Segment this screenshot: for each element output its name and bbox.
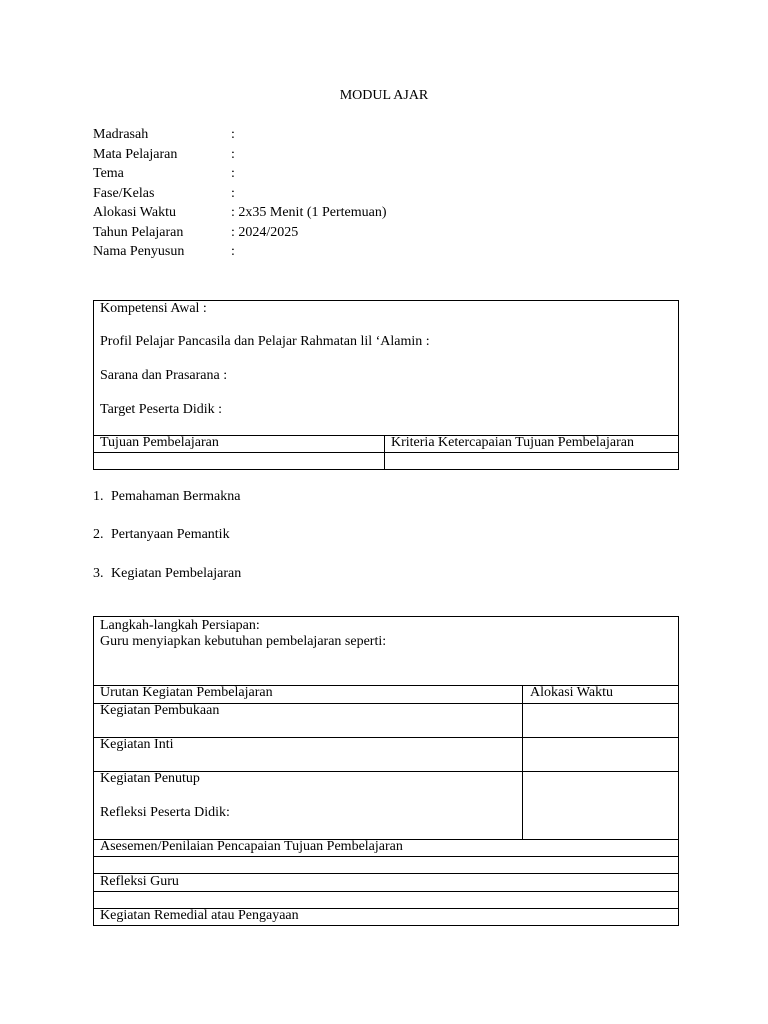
section-label: Pemahaman Bermakna <box>111 489 241 504</box>
section-kegiatan-pembelajaran <box>93 566 241 582</box>
identity-label: Madrasah <box>93 127 149 142</box>
identity-value: : 2x35 Menit (1 Pertemuan) <box>231 205 387 220</box>
section-pertanyaan-pemantik <box>93 527 230 543</box>
identity-value: : 2024/2025 <box>231 224 299 240</box>
competency-table <box>93 300 679 470</box>
section-number: 1. <box>93 489 104 504</box>
table-divider <box>94 856 678 857</box>
identity-row-madrasah <box>93 125 387 145</box>
identity-label: Fase/Kelas <box>93 185 155 201</box>
identity-value: : <box>231 146 235 162</box>
remedial-label: Kegiatan Remedial atau Pengayaan <box>100 908 299 923</box>
section-pemahaman-bermakna <box>93 489 240 505</box>
column-divider <box>522 685 523 839</box>
kegiatan-pembukaan-label: Kegiatan Pembukaan <box>100 703 220 718</box>
tujuan-pembelajaran-header: Tujuan Pembelajaran <box>100 435 219 450</box>
identity-value: : <box>231 244 235 259</box>
identity-block <box>93 125 387 262</box>
identity-value: : <box>231 127 235 142</box>
identity-label: Tema <box>93 166 124 181</box>
refleksi-peserta-label: Refleksi Peserta Didik: <box>100 805 230 820</box>
column-divider <box>384 435 385 470</box>
table-divider <box>94 873 678 874</box>
table-divider <box>94 452 678 453</box>
refleksi-guru-label: Refleksi Guru <box>100 874 179 889</box>
persiapan-text: Guru menyiapkan kebutuhan pembelajaran seperti: <box>100 634 387 649</box>
identity-label: Nama Penyusun <box>93 244 185 259</box>
asesmen-label: Asesemen/Penilaian Pencapaian Tujuan Pembelajaran <box>100 839 403 854</box>
identity-label: Alokasi Waktu <box>93 205 176 220</box>
kegiatan-penutup-label: Kegiatan Penutup <box>100 771 200 786</box>
identity-row-nama-penyusun <box>93 242 387 262</box>
identity-label: Mata Pelajaran <box>93 146 178 162</box>
identity-row-mata-pelajaran <box>93 145 387 165</box>
activity-table <box>93 616 679 926</box>
identity-label: Tahun Pelajaran <box>93 224 184 240</box>
identity-value: : <box>231 185 235 201</box>
identity-row-alokasi-waktu <box>93 203 387 223</box>
section-number: 2. <box>93 527 104 542</box>
section-label: Pertanyaan Pemantik <box>111 527 230 542</box>
identity-row-tema <box>93 164 387 184</box>
target-peserta-label: Target Peserta Didik : <box>100 402 223 417</box>
identity-value: : <box>231 166 235 181</box>
identity-row-tahun-pelajaran <box>93 223 387 243</box>
table-divider <box>94 891 678 892</box>
section-label: Kegiatan Pembelajaran <box>111 566 242 581</box>
urutan-kegiatan-header: Urutan Kegiatan Pembelajaran <box>100 685 273 700</box>
section-number: 3. <box>93 566 104 581</box>
sarana-prasarana-label: Sarana dan Prasarana : <box>100 368 228 383</box>
identity-row-fase-kelas <box>93 184 387 204</box>
kriteria-header: Kriteria Ketercapaian Tujuan Pembelajaran <box>391 435 634 450</box>
document-title: MODUL AJAR <box>339 88 429 103</box>
kegiatan-inti-label: Kegiatan Inti <box>100 737 174 752</box>
table-divider <box>94 737 678 738</box>
persiapan-title: Langkah-langkah Persiapan: <box>100 618 260 633</box>
alokasi-waktu-header: Alokasi Waktu <box>530 685 613 700</box>
profil-pelajar-label: Profil Pelajar Pancasila dan Pelajar Rahmatan lil ‘Alamin : <box>100 334 430 349</box>
kompetensi-awal-label: Kompetensi Awal : <box>100 301 207 316</box>
